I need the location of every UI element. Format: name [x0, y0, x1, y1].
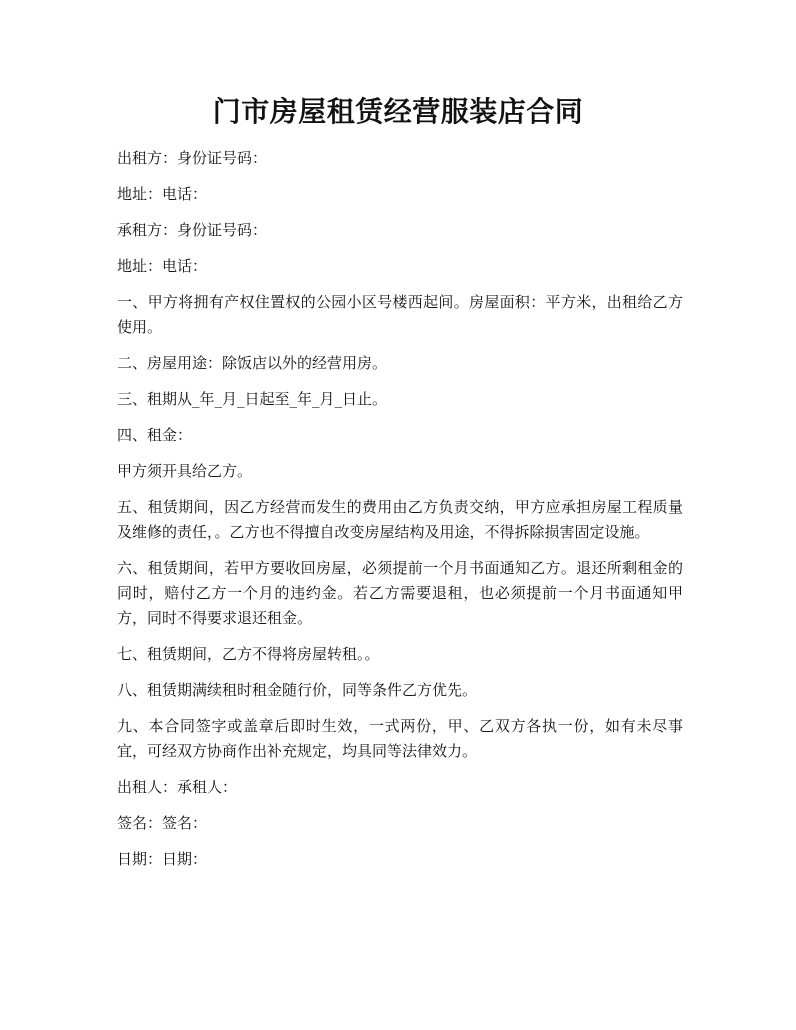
signatories-line: 出租人：承租人： [117, 778, 238, 796]
clause-8: 八、租赁期满续租时租金随行价，同等条件乙方优先。 [117, 681, 478, 699]
clause-1: 一、甲方将拥有产权住置权的公园小区号楼西起间。房屋面积：平方米，出租给乙方使用。 [117, 293, 683, 336]
clause-5: 五、租赁期间，因乙方经营而发生的费用由乙方负责交纳，甲方应承担房屋工程质量及维修的责任，。乙方也不得擅自改变房屋结构及用途，不得拆除损害固定设施。 [117, 498, 683, 541]
document-body [117, 146, 683, 883]
clause-4: 四、租金： [117, 426, 193, 444]
clause-9: 九、本合同签字或盖章后即时生效，一式两份，甲、乙双方各执一份，如有未尽事宜，可经双方协商作出补充规定，均具同等法律效力。 [117, 717, 683, 760]
lessor-address-line: 地址：电话： [117, 185, 208, 203]
lessee-address-line: 地址：电话： [117, 257, 208, 275]
lessor-id-line: 出租方：身份证号码： [117, 149, 268, 167]
clause-4-detail: 甲方须开具给乙方。 [117, 462, 253, 480]
signature-line: 签名：签名： [117, 814, 208, 832]
clause-2: 二、房屋用途：除饭店以外的经营用房。 [117, 354, 388, 372]
clause-3: 三、租期从_年_月_日起至_年_月_日止。 [117, 390, 388, 408]
clause-6: 六、租赁期间，若甲方要收回房屋，必须提前一个月书面通知乙方。退还所剩租金的同时，赔付乙方一个月的违约金。若乙方需要退租，也必须提前一个月书面通知甲方，同时不得要求退还租金。 [117, 559, 683, 627]
clause-7: 七、租赁期间，乙方不得将房屋转租。。 [117, 645, 380, 663]
lessee-id-line: 承租方：身份证号码： [117, 221, 268, 239]
date-line: 日期：日期： [117, 850, 208, 868]
document-title: 门市房屋租赁经营服装店合同 [212, 95, 584, 128]
